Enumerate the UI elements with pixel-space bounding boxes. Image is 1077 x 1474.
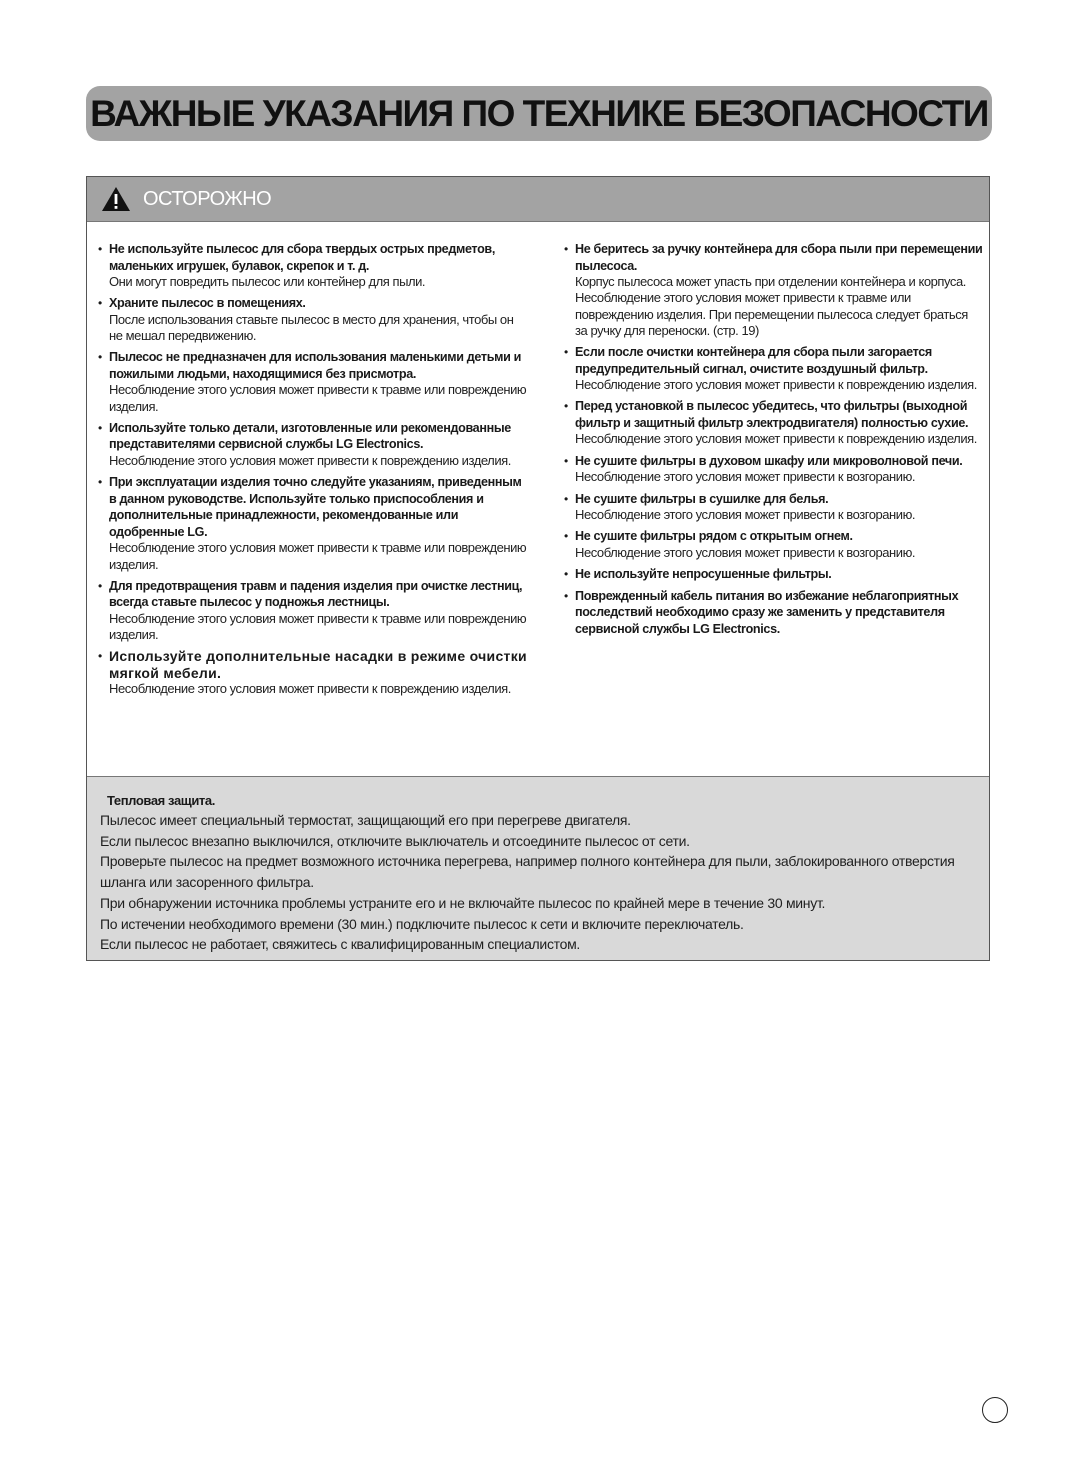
item-heading: Храните пылесос в помещениях. <box>109 296 306 311</box>
item-heading: Не беритесь за ручку контейнера для сбора пыли при перемещении пылесоса. <box>575 242 983 273</box>
list-item <box>97 295 527 344</box>
bullet: • <box>98 420 103 435</box>
bullet: • <box>98 242 103 256</box>
item-description: Несоблюдение этого условия может привести к травме или повреждению изделия. <box>109 540 527 572</box>
bullet: • <box>98 578 103 593</box>
bullet: • <box>98 296 103 311</box>
bullet: • <box>98 475 103 490</box>
item-description: Несоблюдение этого условия может привести к возгоранию. <box>575 507 916 523</box>
item-description: Несоблюдение этого условия может привести к повреждению изделия. <box>109 452 511 468</box>
item-heading: Пылесос не предназначен для использования маленькими детьми и пожилыми людьми, находящимися без присмотра. <box>109 350 522 381</box>
item-heading: Не сушите фильтры в духовом шкафу или микроволновой печи. <box>575 453 963 468</box>
item-heading: Не используйте пылесос для сбора твердых острых предметов, маленьких игрушек, булавок, скрепок и т. д. <box>109 242 495 273</box>
list-item <box>563 528 983 561</box>
thermal-line: Если пылесос не работает, свяжитесь с квалифицированным специалистом. <box>100 936 581 953</box>
thermal-line: Если пылесос внезапно выключился, отключите выключатель и отсоедините пылесос от сети. <box>100 832 690 849</box>
item-description: Несоблюдение этого условия может привести к возгоранию. <box>575 469 916 485</box>
bullet: • <box>564 453 569 468</box>
item-description: Несоблюдение этого условия может привести к повреждению изделия. <box>109 681 511 697</box>
warning-triangle-icon <box>101 186 131 212</box>
item-heading: Не сушите фильтры рядом с открытым огнем. <box>575 529 853 544</box>
page-number-circle <box>982 1397 1008 1423</box>
item-heading: Используйте только детали, изготовленные или рекомендованные представителями сервисной службы LG Electronics. <box>109 420 511 452</box>
item-heading: Для предотвращения травм и падения изделия при очистке лестниц, всегда ставьте пылесос у подножья лестницы. <box>109 578 523 610</box>
item-description: Несоблюдение этого условия может привести к возгоранию. <box>575 544 916 560</box>
list-item <box>97 578 527 644</box>
left-column <box>97 241 527 703</box>
item-heading: Если после очистки контейнера для сбора пыли загорается предупредительный сигнал, очистите воздушный фильтр. <box>575 345 932 376</box>
list-item <box>563 491 983 524</box>
list-item <box>563 398 983 447</box>
list-item <box>563 588 983 638</box>
item-description: Несоблюдение этого условия может привести к повреждению изделия. <box>575 431 977 447</box>
page-title: ВАЖНЫЕ УКАЗАНИЯ ПО ТЕХНИКЕ БЕЗОПАСНОСТИ <box>90 92 988 134</box>
list-item <box>563 453 983 486</box>
item-description: Несоблюдение этого условия может привести к травме или повреждению изделия. <box>109 610 527 643</box>
bullet: • <box>564 529 569 544</box>
thermal-line: По истечении необходимого времени (30 мин.) подключите пылесос к сети и включите переключатель. <box>100 915 744 932</box>
bullet: • <box>564 588 569 603</box>
list-item <box>97 349 527 415</box>
bullet: • <box>564 399 569 414</box>
thermal-title: Тепловая защита. <box>107 793 215 808</box>
item-heading: Не сушите фильтры в сушилке для белья. <box>575 491 829 506</box>
list-item <box>97 648 527 697</box>
item-heading: Не используйте непросушенные фильтры. <box>575 567 832 582</box>
right-column <box>563 241 983 642</box>
item-description: Они могут повредить пылесос или контейнер для пыли. <box>109 274 426 289</box>
list-item <box>97 474 527 573</box>
item-heading: Поврежденный кабель питания во избежание неблагоприятных последствий необходимо сразу же заменить у представителя сервисной службы LG Electronics. <box>575 588 959 636</box>
bullet: • <box>564 242 569 256</box>
bullet: • <box>98 350 103 365</box>
bullet: • <box>564 345 569 360</box>
item-heading: Перед установкой в пылесос убедитесь, что фильтры (выходной фильтр и защитный фильтр электродвигателя) полностью сухие. <box>575 399 969 430</box>
caution-label: ОСТОРОЖНО <box>143 187 272 210</box>
bullet: • <box>564 567 569 582</box>
list-item <box>563 344 983 393</box>
item-description: После использования ставьте пылесос в место для хранения, чтобы он не мешал передвижению. <box>109 311 514 344</box>
bullet: • <box>564 491 569 506</box>
caution-header <box>87 177 989 222</box>
list-item <box>563 241 983 339</box>
thermal-line: Проверьте пылесос на предмет возможного источника перегрева, например полного контейнера для пыли, заблокированного отверстия шланга или засоренного фильтра. <box>100 853 955 891</box>
item-description: Несоблюдение этого условия может привести к повреждению изделия. <box>575 377 977 393</box>
caution-box <box>86 176 990 961</box>
item-heading: Используйте дополнительные насадки в режиме очистки мягкой мебели. <box>109 648 527 681</box>
item-description: Несоблюдение этого условия может привести к травме или повреждению изделия. <box>109 382 527 414</box>
thermal-protection-section <box>87 776 989 960</box>
list-item <box>97 420 527 469</box>
list-item <box>97 241 527 290</box>
item-heading: При эксплуатации изделия точно следуйте указаниям, приведенным в данном руководстве. Используйте только приспособления и дополнительные принадлежности, рекомендованные или одобренные LG. <box>109 475 522 539</box>
bullet: • <box>98 649 103 664</box>
thermal-line: Пылесос имеет специальный термостат, защищающий его при перегреве двигателя. <box>100 812 631 828</box>
item-description: Корпус пылесоса может упасть при отделении контейнера и корпуса. Несоблюдение этого условия может привести к травме или повреждению изделия. При перемещении пылесоса следует браться за ручку для переноски. (стр. 19) <box>575 274 968 338</box>
thermal-line: При обнаружении источника проблемы устраните его и не включайте пылесос по крайней мере в течение 30 минут. <box>100 894 826 911</box>
title-bar <box>86 86 992 141</box>
list-item <box>563 566 983 583</box>
